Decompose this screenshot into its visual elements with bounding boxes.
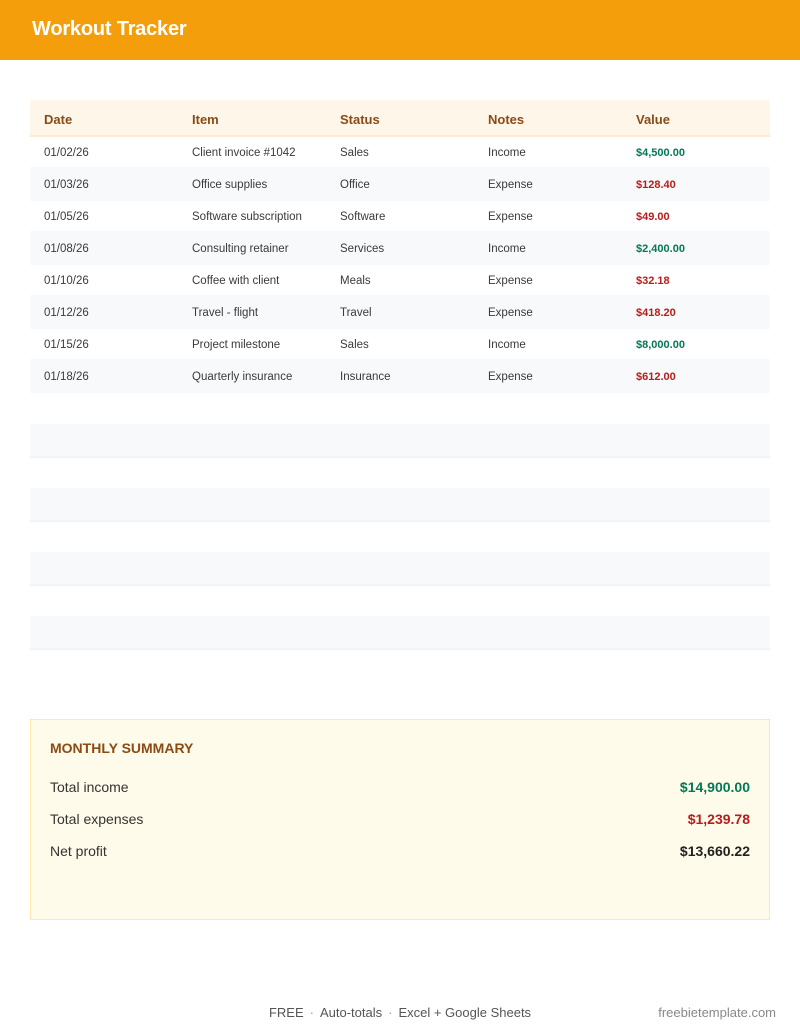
cell-notes[interactable]: Income [488,339,526,351]
table-row[interactable] [30,233,770,265]
cell-notes[interactable]: Expense [488,371,533,383]
summary-row-net-profit [50,843,750,863]
empty-table-row[interactable] [30,616,770,650]
cell-value[interactable]: $2,400.00 [636,243,685,255]
cell-status[interactable]: Travel [340,307,372,319]
summary-row-income [50,779,750,799]
total-expenses-label: Total expenses [50,811,144,827]
cell-status[interactable]: Meals [340,275,371,287]
footer-tag-autototals: Auto-totals [319,1005,383,1020]
transactions-table [30,100,770,393]
cell-item[interactable]: Consulting retainer [192,243,289,255]
table-row[interactable] [30,329,770,361]
cell-date[interactable]: 01/05/26 [44,211,89,223]
cell-value[interactable]: $49.00 [636,211,670,223]
table-row[interactable] [30,297,770,329]
page-title: Workout Tracker [32,18,187,40]
column-header-status[interactable]: Status [340,112,380,127]
cell-value[interactable]: $4,500.00 [636,147,685,159]
cell-item[interactable]: Coffee with client [192,275,280,287]
net-profit-value: $13,660.22 [679,843,750,859]
net-profit-label: Net profit [50,843,107,859]
cell-status[interactable]: Insurance [340,371,391,383]
cell-notes[interactable]: Expense [488,211,533,223]
cell-date[interactable]: 01/02/26 [44,147,89,159]
cell-value[interactable]: $32.18 [636,275,670,287]
column-header-value[interactable]: Value [636,112,670,127]
cell-notes[interactable]: Income [488,243,526,255]
cell-notes[interactable]: Income [488,147,526,159]
footer-separator: · [388,1005,393,1020]
cell-notes[interactable]: Expense [488,179,533,191]
cell-item[interactable]: Travel - flight [192,307,259,319]
cell-notes[interactable]: Expense [488,307,533,319]
footer-site-link[interactable]: freebietemplate.com [658,1005,776,1020]
cell-item[interactable]: Client invoice #1042 [192,147,296,159]
cell-status[interactable]: Sales [340,147,369,159]
column-header-item[interactable]: Item [192,112,219,127]
cell-value[interactable]: $418.20 [636,307,676,319]
cell-date[interactable]: 01/08/26 [44,243,89,255]
summary-title: MONTHLY SUMMARY [50,740,194,756]
cell-item[interactable]: Project milestone [192,339,281,351]
total-income-value: $14,900.00 [679,779,750,795]
cell-status[interactable]: Services [340,243,385,255]
footer-separator: · [309,1005,314,1020]
empty-table-row[interactable] [30,552,770,586]
table-row[interactable] [30,265,770,297]
table-header [30,100,770,137]
cell-status[interactable]: Sales [340,339,369,351]
footer-tag-free: FREE [268,1005,304,1020]
empty-table-row[interactable] [30,488,770,522]
cell-status[interactable]: Software [340,211,386,223]
table-row[interactable] [30,137,770,169]
cell-value[interactable]: $128.40 [636,179,676,191]
footer-tag-excel: Excel + Google Sheets [398,1005,532,1020]
header-bar [0,0,800,60]
monthly-summary-panel [30,719,770,920]
cell-date[interactable]: 01/10/26 [44,275,89,287]
table-row[interactable] [30,169,770,201]
column-header-date[interactable]: Date [44,112,73,127]
cell-date[interactable]: 01/15/26 [44,339,89,351]
cell-date[interactable]: 01/12/26 [44,307,89,319]
cell-value[interactable]: $8,000.00 [636,339,685,351]
cell-date[interactable]: 01/18/26 [44,371,89,383]
cell-status[interactable]: Office [340,179,370,191]
cell-value[interactable]: $612.00 [636,371,676,383]
table-row[interactable] [30,201,770,233]
cell-item[interactable]: Office supplies [192,179,268,191]
total-expenses-value: $1,239.78 [687,811,750,827]
cell-item[interactable]: Software subscription [192,211,302,223]
total-income-label: Total income [50,779,129,795]
column-header-notes[interactable]: Notes [488,112,525,127]
table-row[interactable] [30,361,770,393]
cell-notes[interactable]: Expense [488,275,533,287]
cell-item[interactable]: Quarterly insurance [192,371,293,383]
cell-date[interactable]: 01/03/26 [44,179,89,191]
empty-table-row[interactable] [30,424,770,458]
summary-row-expenses [50,811,750,831]
